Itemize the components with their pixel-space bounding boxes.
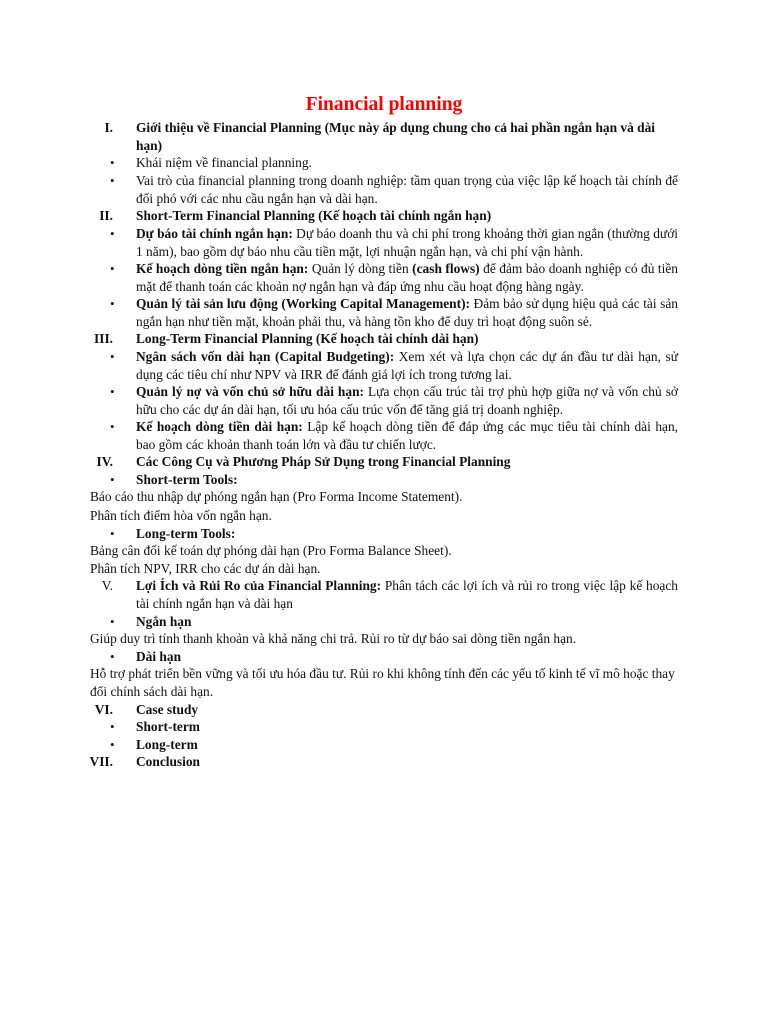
list-item-body: Lập kế hoạch dòng tiền để đáp ứng các mục tiêu tài chính dài hạn, bao gồm các khoản thanh toán lớn và đầu tư chiến lược. xyxy=(136,419,679,452)
section-number: III. xyxy=(94,331,113,346)
bullet-icon: • xyxy=(110,649,115,664)
list-item xyxy=(0,648,768,666)
long-term-label: Dài hạn xyxy=(136,649,182,664)
bullet-icon: • xyxy=(110,261,115,276)
list-item-term: (cash flows) xyxy=(412,261,480,276)
list-item xyxy=(0,172,768,206)
section-heading-lead: Lợi Ích và Rủi Ro của Financial Planning: xyxy=(136,578,382,593)
section-6-heading xyxy=(0,701,768,719)
section-5-heading xyxy=(0,577,768,611)
section-4-heading xyxy=(0,453,768,471)
section-heading-text: Conclusion xyxy=(136,754,200,769)
bullet-icon: • xyxy=(110,614,115,629)
list-item-lead: Quản lý nợ và vốn chủ sở hữu dài hạn: xyxy=(136,384,364,399)
list-item-body: Đảm bảo sử dụng hiệu quả các tài sản ngắn hạn như tiền mặt, khoản phải thu, và hàng tồn kho để duy trì hoạt động suôn sẻ. xyxy=(136,296,678,329)
section-number: V. xyxy=(101,578,113,593)
bullet-icon: • xyxy=(110,173,115,188)
section-number: II. xyxy=(99,208,113,223)
bullet-icon: • xyxy=(110,296,115,311)
document-title: Financial planning xyxy=(305,94,463,115)
section-2-heading xyxy=(0,207,768,225)
list-item xyxy=(0,154,768,172)
long-term-tools-label: Long-term Tools: xyxy=(136,526,236,541)
list-item-body: Lựa chọn cấu trúc tài trợ phù hợp giữa nợ và vốn chủ sở hữu cho các dự án dài hạn, tối ưu hóa cấu trúc vốn để tăng giá trị doanh nghiệp. xyxy=(136,384,678,417)
list-item-text: Short-term xyxy=(136,719,200,734)
list-item-lead: Kế hoạch dòng tiền dài hạn: xyxy=(136,419,303,434)
bullet-icon: • xyxy=(110,349,115,364)
bullet-icon: • xyxy=(110,226,115,241)
short-term-tools-label: Short-term Tools: xyxy=(136,472,238,487)
list-item xyxy=(0,613,768,631)
list-item-text xyxy=(136,260,678,295)
section-1-heading xyxy=(0,119,768,153)
bullet-icon: • xyxy=(110,472,115,487)
list-item xyxy=(0,295,768,329)
section-heading-text: Short-Term Financial Planning (Kế hoạch tài chính ngắn hạn) xyxy=(136,208,492,223)
list-item xyxy=(0,348,768,382)
list-item-text xyxy=(136,348,678,383)
list-item-text: Khái niệm về financial planning. xyxy=(136,155,312,170)
list-item-lead: Kế hoạch dòng tiền ngắn hạn: xyxy=(136,261,309,276)
paragraph: Bảng cân đối kế toán dự phóng dài hạn (Pro Forma Balance Sheet). xyxy=(90,543,452,558)
paragraph: Phân tích NPV, IRR cho các dự án dài hạn. xyxy=(90,561,321,576)
list-item-text xyxy=(136,295,678,330)
list-item-body: để đảm bảo doanh nghiệp có đủ tiền mặt để thanh toán các khoản nợ ngắn hạn và đáp ứng nhu cầu hoạt động hàng ngày. xyxy=(136,261,679,294)
list-item-text xyxy=(136,225,678,260)
list-item xyxy=(0,383,768,417)
list-item-text: Long-term xyxy=(136,737,198,752)
section-number: VII. xyxy=(89,754,113,769)
bullet-icon: • xyxy=(110,526,115,541)
section-7-heading xyxy=(0,753,768,771)
bullet-icon: • xyxy=(110,384,115,399)
section-number: I. xyxy=(104,120,113,135)
section-heading-text: Case study xyxy=(136,702,199,717)
short-term-label: Ngắn hạn xyxy=(136,614,192,629)
list-item xyxy=(0,718,768,736)
section-heading-text: Các Công Cụ và Phương Pháp Sử Dụng trong Financial Planning xyxy=(136,454,511,469)
section-number: IV. xyxy=(96,454,113,469)
list-item-lead: Quản lý tài sản lưu động (Working Capital Management): xyxy=(136,296,471,311)
list-item-body: Dự báo doanh thu và chi phí trong khoảng thời gian ngắn (thường dưới 1 năm), bao gồm dự báo nhu cầu tiền mặt, lợi nhuận ngắn hạn, và chi phí vận hành. xyxy=(136,226,678,259)
bullet-icon: • xyxy=(110,737,115,752)
list-item-text xyxy=(136,383,678,418)
paragraph: Báo cáo thu nhập dự phóng ngắn hạn (Pro Forma Income Statement). xyxy=(90,489,463,504)
section-heading-text: Giới thiệu về Financial Planning (Mục này áp dụng chung cho cả hai phần ngắn hạn và dài hạn) xyxy=(136,120,655,153)
list-item-text: Vai trò của financial planning trong doanh nghiệp: tầm quan trọng của việc lập kế hoạch tài chính để đối phó với các nhu cầu ngắn hạn và dài hạn. xyxy=(136,173,678,206)
list-item xyxy=(0,736,768,754)
list-item xyxy=(0,471,768,489)
section-heading-text xyxy=(136,577,678,612)
section-heading-text: Long-Term Financial Planning (Kế hoạch tài chính dài hạn) xyxy=(136,331,479,346)
list-item-body: Xem xét và lựa chọn các dự án đầu tư dài hạn, sử dụng các tiêu chí như NPV và IRR để đánh giá lợi ích trong tương lai. xyxy=(136,349,678,382)
list-item xyxy=(0,225,768,259)
list-item-lead: Dự báo tài chính ngắn hạn: xyxy=(136,226,293,241)
list-item-text xyxy=(136,418,678,453)
list-item xyxy=(0,525,768,543)
list-item-lead: Ngân sách vốn dài hạn (Capital Budgeting): xyxy=(136,349,395,364)
paragraph: Hỗ trợ phát triển bền vững và tối ưu hóa đầu tư. Rủi ro khi không tính đến các yếu tố kinh tế vĩ mô hoặc thay đổi chính sách dài hạn. xyxy=(90,666,675,699)
list-item xyxy=(0,260,768,294)
list-item xyxy=(0,418,768,452)
section-3-heading xyxy=(0,330,768,348)
bullet-icon: • xyxy=(110,419,115,434)
paragraph: Giúp duy trì tính thanh khoản và khả năng chi trả. Rủi ro từ dự báo sai dòng tiền ngắn hạn. xyxy=(90,631,577,646)
section-number: VI. xyxy=(94,702,113,717)
bullet-icon: • xyxy=(110,719,115,734)
section-heading-body: Phân tách các lợi ích và rủi ro trong việc lập kế hoạch tài chính ngắn hạn và dài hạn xyxy=(136,578,678,611)
paragraph: Phân tích điểm hòa vốn ngắn hạn. xyxy=(90,508,272,523)
list-item-body: Quản lý dòng tiền xyxy=(308,261,413,276)
bullet-icon: • xyxy=(110,155,115,170)
